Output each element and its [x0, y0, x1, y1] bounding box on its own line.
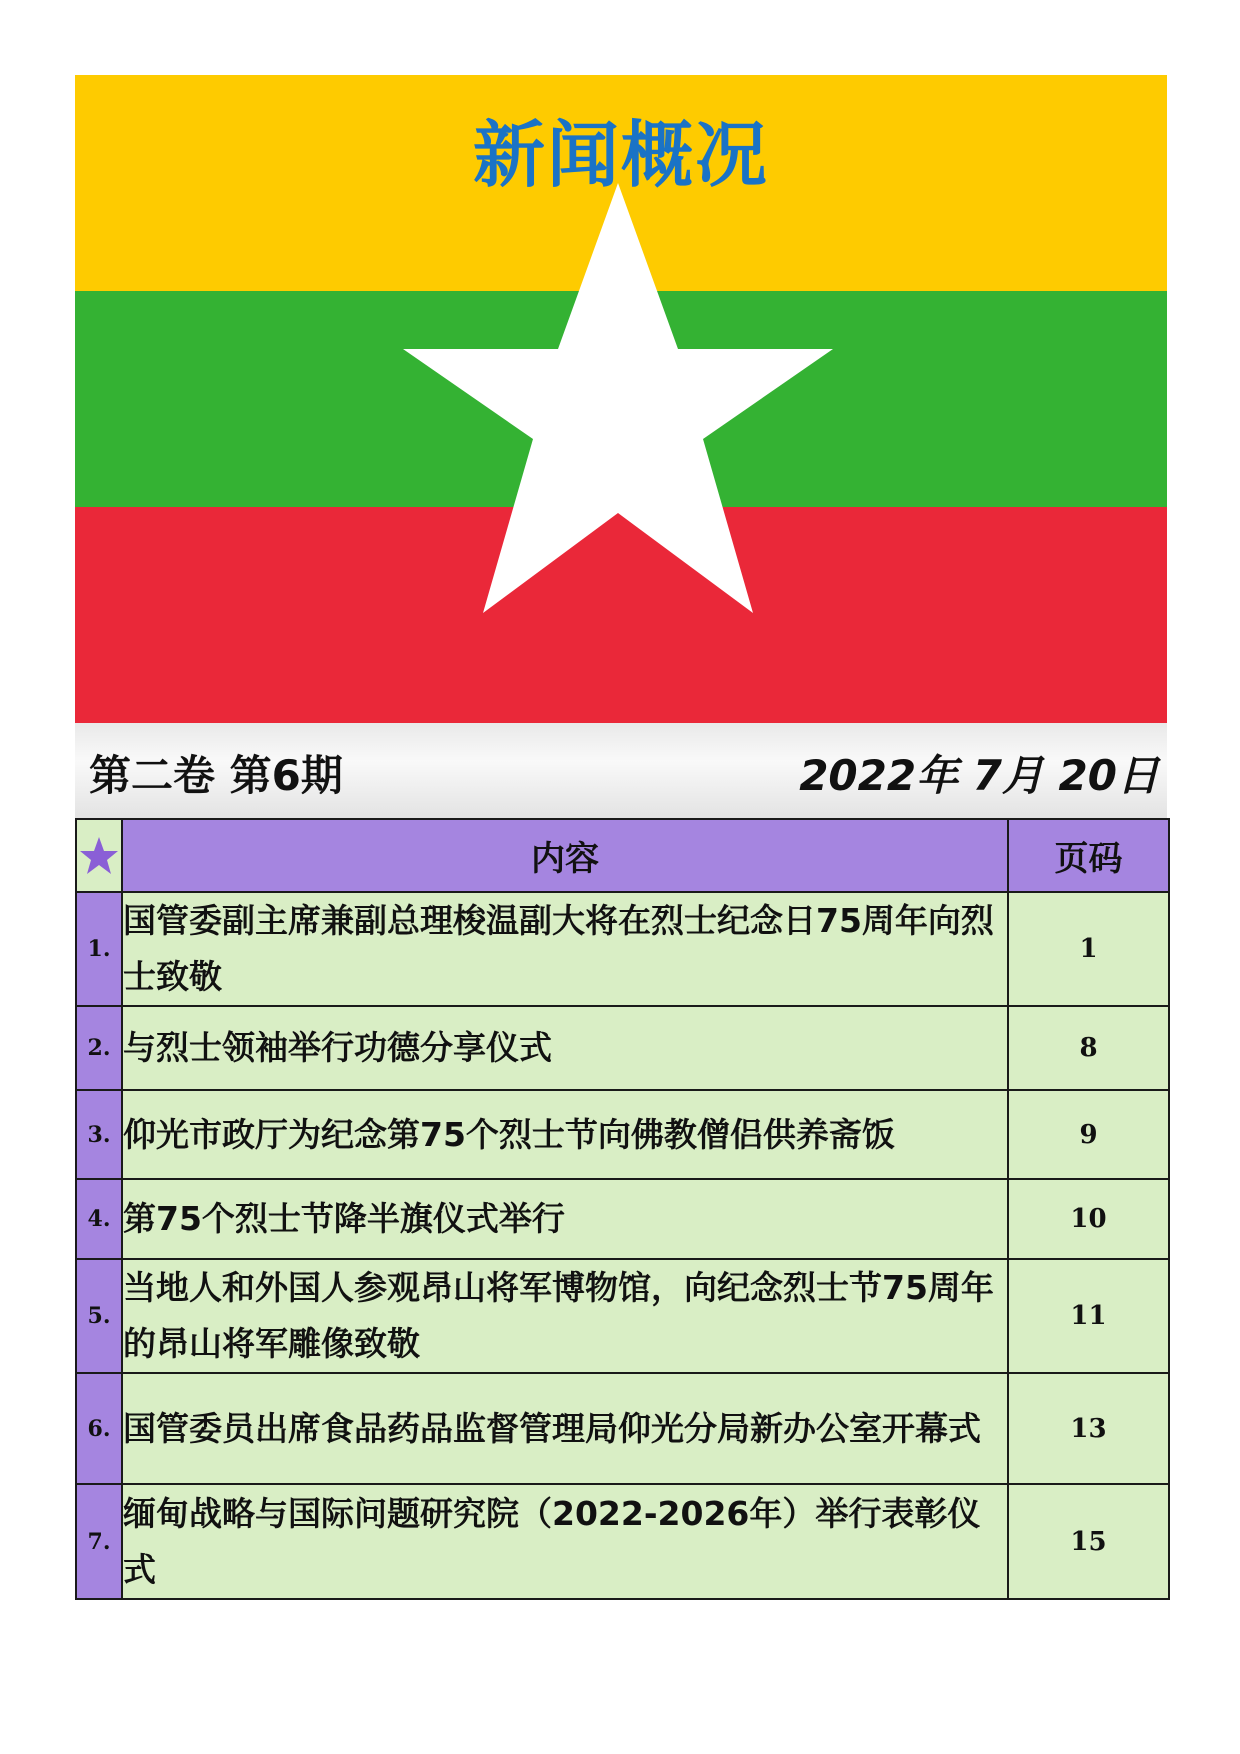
toc-item-number: 2. [76, 1006, 122, 1090]
myanmar-flag-banner [75, 75, 1167, 723]
toc-item-number: 6. [76, 1373, 122, 1484]
table-row [76, 1006, 1169, 1090]
star-icon [79, 836, 119, 876]
toc-item-page: 9 [1008, 1090, 1169, 1179]
toc-item-title[interactable]: 与烈士领袖举行功德分享仪式 [122, 1006, 1008, 1090]
toc-item-title[interactable]: 仰光市政厅为纪念第75个烈士节向佛教僧侣供养斋饭 [122, 1090, 1008, 1179]
table-row [76, 1373, 1169, 1484]
toc-item-page: 8 [1008, 1006, 1169, 1090]
table-row [76, 1259, 1169, 1373]
toc-item-title[interactable]: 第75个烈士节降半旗仪式举行 [122, 1179, 1008, 1259]
cover-title: 新闻概况 [472, 113, 769, 197]
toc-item-number: 3. [76, 1090, 122, 1179]
table-row [76, 1179, 1169, 1259]
table-row [76, 1090, 1169, 1179]
toc-item-title[interactable]: 缅甸战略与国际问题研究院（2022-2026年）举行表彰仪式 [122, 1484, 1008, 1599]
toc-body [76, 892, 1169, 1599]
toc-header-page: 页码 [1008, 819, 1169, 892]
toc-item-page: 11 [1008, 1259, 1169, 1373]
toc-header-icon-cell [76, 819, 122, 892]
toc-item-page: 15 [1008, 1484, 1169, 1599]
toc-item-number: 1. [76, 892, 122, 1006]
toc-item-title[interactable]: 国管委员出席食品药品监督管理局仰光分局新办公室开幕式 [122, 1373, 1008, 1484]
toc-item-number: 7. [76, 1484, 122, 1599]
toc-item-page: 13 [1008, 1373, 1169, 1484]
toc-item-number: 5. [76, 1259, 122, 1373]
issue-date: 2022年 7月 20日 [799, 751, 1159, 800]
toc-header-content: 内容 [122, 819, 1008, 892]
toc-header-row [76, 819, 1169, 892]
table-row [76, 1484, 1169, 1599]
issue-info-bar [75, 723, 1167, 818]
toc-item-page: 10 [1008, 1179, 1169, 1259]
issue-volume: 第二卷 第6期 [89, 751, 343, 800]
toc-item-title[interactable]: 当地人和外国人参观昂山将军博物馆，向纪念烈士节75周年的昂山将军雕像致敬 [122, 1259, 1008, 1373]
toc-item-page: 1 [1008, 892, 1169, 1006]
table-row [76, 892, 1169, 1006]
toc-item-number: 4. [76, 1179, 122, 1259]
toc-item-title[interactable]: 国管委副主席兼副总理梭温副大将在烈士纪念日75周年向烈士致敬 [122, 892, 1008, 1006]
table-of-contents [75, 818, 1170, 1600]
